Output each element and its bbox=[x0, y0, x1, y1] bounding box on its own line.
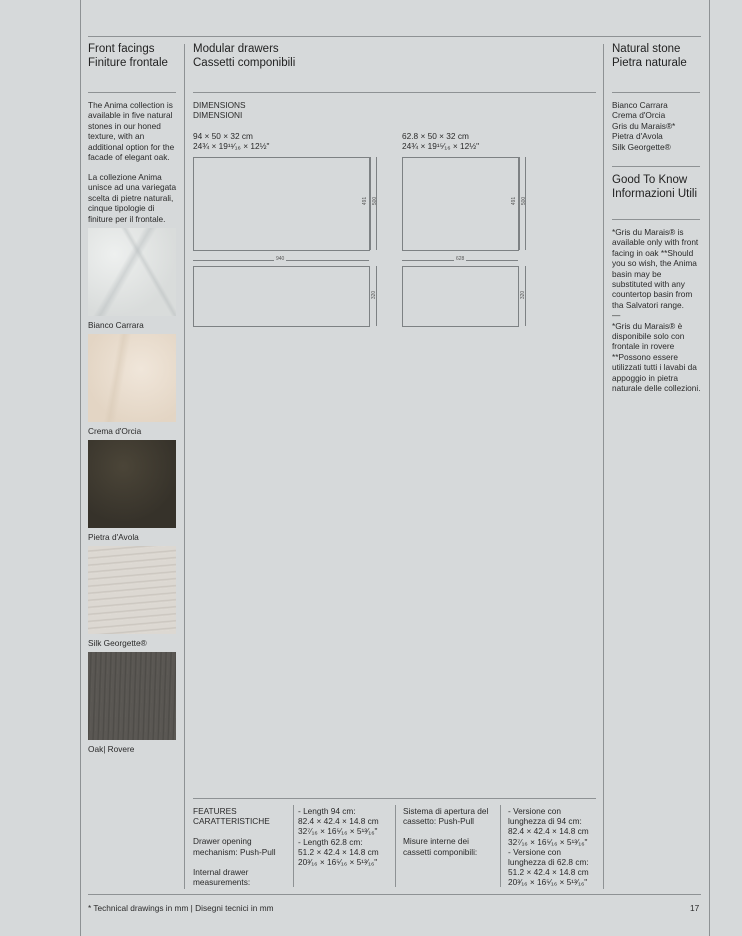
stone-list bbox=[612, 100, 702, 152]
features-divider bbox=[500, 805, 501, 887]
front-facings-title: Front facings Finiture frontale bbox=[88, 43, 168, 69]
crema-dorcia-swatch bbox=[88, 334, 176, 422]
item1-depth-line bbox=[370, 157, 371, 250]
stone-list-item: Pietra d'Avola bbox=[612, 131, 663, 142]
page-left-border bbox=[80, 0, 81, 936]
features-col4: - Versione con lunghezza di 94 cm: 82.4 × 42.4 × 14.8 cm 32⁷⁄₁₆ × 16⁵⁄₁₆ × 5¹³⁄₁₆" - Versione con lunghezza di 62.8 cm: 51.2 × 42.4 × 14.8 cm 20³⁄₁₆ × 16⁵⁄₁₆ × 5¹³⁄₁₆" bbox=[508, 806, 589, 888]
right-list-rule bbox=[612, 166, 700, 167]
item2-top-view bbox=[402, 157, 519, 251]
features-col1: FEATURES CARATTERISTICHE Drawer opening mechanism: Push-Pull Internal drawer measurements: bbox=[193, 806, 276, 888]
item1-front-view bbox=[193, 266, 370, 327]
column-divider-left bbox=[184, 44, 185, 889]
item1-height-label: 320 bbox=[371, 290, 378, 300]
left-title-rule bbox=[88, 92, 176, 93]
dimensions-label: DIMENSIONS DIMENSIONI bbox=[193, 100, 246, 121]
swatch-caption: Silk Georgette® bbox=[88, 638, 147, 648]
oak-swatch bbox=[88, 652, 176, 740]
swatch-caption: Oak| Rovere bbox=[88, 744, 135, 754]
column-divider-right bbox=[603, 44, 604, 889]
stone-list-item: Gris du Marais®* bbox=[612, 120, 676, 131]
features-divider bbox=[293, 805, 294, 887]
item2-size: 62.8 × 50 × 32 cm 24¾ × 19¹⁵⁄₁₆ × 12½" bbox=[402, 131, 480, 152]
swatch-caption: Crema d'Orcia bbox=[88, 426, 142, 436]
top-rule bbox=[88, 36, 701, 37]
item2-depth-outer-label: 500 bbox=[521, 196, 528, 206]
item1-depth-outer-label: 500 bbox=[372, 196, 379, 206]
page-right-border bbox=[709, 0, 710, 936]
item1-depth-inner-label: 491 bbox=[362, 196, 369, 206]
features-col2: - Length 94 cm: 82.4 × 42.4 × 14.8 cm 32⁷⁄₁₆ × 16⁵⁄₁₆ × 5¹³⁄₁₆" - Length 62.8 cm: 51.2 × 42.4 × 14.8 cm 20³⁄₁₆ × 16⁵⁄₁₆ × 5¹³⁄₁₆" bbox=[298, 806, 379, 868]
item2-height-label: 320 bbox=[520, 290, 527, 300]
item1-width-label: 940 bbox=[276, 256, 285, 262]
swatch-caption: Bianco Carrara bbox=[88, 320, 144, 330]
features-col3: Sistema di apertura del cassetto: Push-Pull Misure interne dei cassetti componibili: bbox=[403, 806, 489, 857]
footer-note: * Technical drawings in mm | Disegni tecnici in mm bbox=[88, 903, 274, 913]
good-to-know-rule bbox=[612, 219, 700, 220]
features-rule bbox=[193, 798, 596, 799]
modular-drawers-title: Modular drawers Cassetti componibili bbox=[193, 43, 296, 69]
left-intro-en: The Anima collection is available in five natural stones in our honed texture, with an additional option for the facade of elegant oak. bbox=[88, 100, 175, 163]
stone-list-item: Bianco Carrara bbox=[612, 100, 668, 110]
item2-front-view bbox=[402, 266, 519, 327]
pietra-davola-swatch bbox=[88, 440, 176, 528]
bianco-carrara-swatch bbox=[88, 228, 176, 316]
right-title-rule bbox=[612, 92, 700, 93]
natural-stone-title: Natural stone Pietra naturale bbox=[612, 43, 687, 69]
item2-depth-line bbox=[519, 157, 520, 250]
good-to-know-title: Good To Know Informazioni Utili bbox=[612, 174, 697, 200]
swatch-caption: Pietra d'Avola bbox=[88, 532, 139, 542]
item1-top-view bbox=[193, 157, 370, 251]
left-intro-it: La collezione Anima unisce ad una variegata scelta di pietre naturali, cinque tipologie di finiture per il frontale. bbox=[88, 172, 177, 224]
stone-list-item: Silk Georgette® bbox=[612, 141, 671, 152]
footer-rule bbox=[88, 894, 701, 895]
good-to-know-notes: *Gris du Marais® is available only with front facing in oak **Should you so wish, the Anima basin may be substituted with any countertop basin from tha Salvatori range. — *Gris du Marais® è disponibile solo con frontale in rovere **Possono essere utilizzati tutti i lavabi da appoggio in pietra naturale delle collezioni. bbox=[612, 227, 701, 394]
item1-size: 94 × 50 × 32 cm 24¾ × 19¹¹⁄₁₆ × 12½" bbox=[193, 131, 270, 152]
item2-depth-inner-label: 491 bbox=[511, 196, 518, 206]
item2-width-label: 628 bbox=[456, 256, 465, 262]
silk-georgette-swatch bbox=[88, 546, 176, 634]
page-number: 17 bbox=[690, 903, 700, 913]
stone-list-item: Crema d'Orcia bbox=[612, 110, 666, 121]
center-title-rule bbox=[193, 92, 596, 93]
features-divider bbox=[395, 805, 396, 887]
